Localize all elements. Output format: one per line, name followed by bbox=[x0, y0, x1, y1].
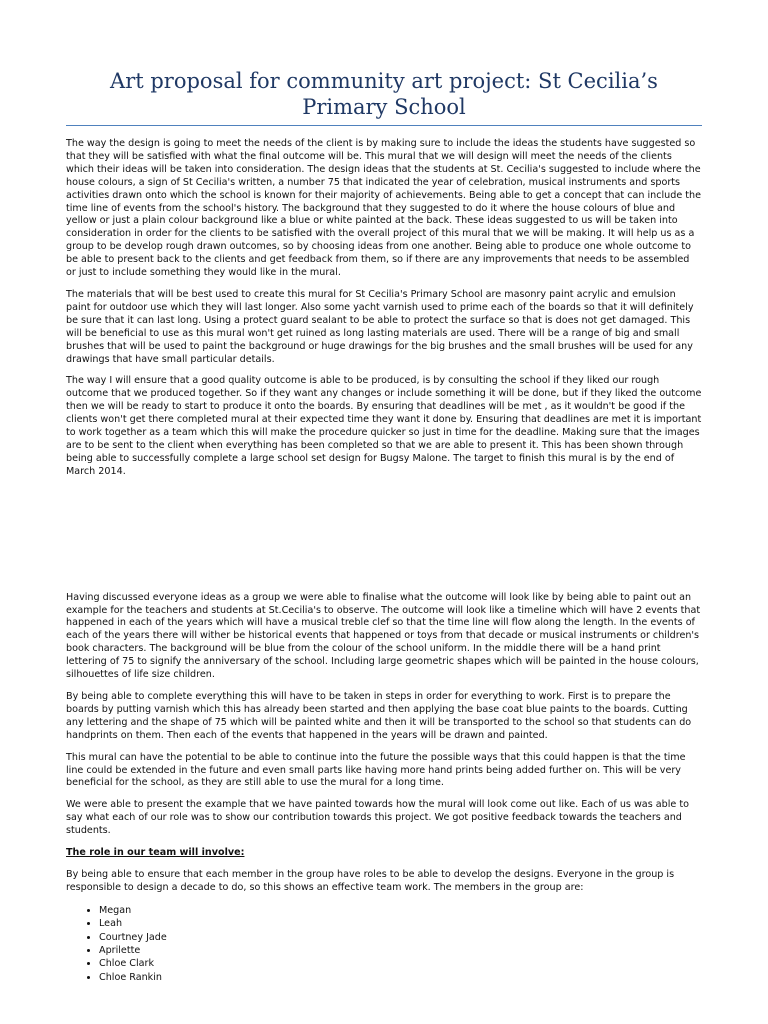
paragraph-presentation: We were able to present the example that we have painted towards how the mural will look come out like. Each of us was able to say what each of our role was to show our contribution towards this project. We got positive feedback towards the teachers and students. bbox=[66, 799, 689, 837]
paragraph-quality-outcome: The way I will ensure that a good quality outcome is able to be produced, is by consulting the school if they liked our rough outcome that we produced together. So if they want any changes or include something it will be done, but if they liked the outcome then we will be ready to start to produce it onto the boards. By ensuring that deadlines will be met , as it wouldn't be good if the clients won't get there completed mural at their expected time they want it done by. Ensuring that deadlines are met it is important to work together as a team which this will make the procedure quicker so just in time for the deadline. Making sure that the images are to be sent to the client when everything has been completed so that we are able to present it. This has been shown through being able to successfully complete a large school set design for Bugsy Malone. The target to finish this mural is by the end of March 2014. bbox=[66, 375, 702, 477]
list-item: • Chloe Clark bbox=[99, 957, 702, 970]
document-title: Art proposal for community art project: St Cecilia’s Primary School bbox=[110, 69, 658, 119]
list-item: • Aprilette bbox=[99, 944, 702, 957]
blank-space bbox=[66, 488, 702, 592]
document-body bbox=[66, 138, 702, 984]
list-item: • Leah bbox=[99, 917, 702, 930]
title-divider bbox=[66, 125, 702, 126]
paragraph-steps: By being able to complete everything this will have to be taken in steps in order for everything to work. First is to prepare the boards by putting varnish which this has already been started and then applying the base coat blue paints to the boards. Cutting any lettering and the shape of 75 which will be painted white and then it will be transported to the school so that students can do handprints on them. Then each of the events that happened in the years will be drawn and painted. bbox=[66, 691, 692, 741]
role-heading: The role in our team will involve: bbox=[66, 847, 245, 859]
members-list bbox=[66, 904, 702, 984]
paragraph-client-needs: The way the design is going to meet the needs of the client is by making sure to include the ideas the students have suggested so that they will be satisfied with what the final outcome will be. This mural that we will design will meet the needs of the clients which their ideas will be taken into consideration. The design ideas that the students at St. Cecilia's suggested to include where the house colours, a sign of St Cecilia's written, a number 75 that indicated the year of celebration, musical instruments and sports activities drawn onto which the school is known for their majority of achievements. Being able to get a concept that can include the time line of events from the school's history. The background that they suggested to do it where the house colours of blue and yellow or just a plain colour background like a blue or white painted at the back. These ideas suggested to us will be taken into consideration in order for the clients to be satisfied with the overall project of this mural that we will be making. It will help us as a group to be develop rough drawn outcomes, so by choosing ideas from one another. Being able to produce one whole outcome to be able to present back to the clients and get feedback from them, so if there are any improvements that needs to be assembled or just to include something they would like in the mural. bbox=[66, 138, 702, 279]
paragraph-materials: The materials that will be best used to create this mural for St Cecilia's Primary School are masonry paint acrylic and emulsion paint for outdoor use which they will last longer. Also some yacht varnish used to prime each of the boards so that it will definitely be sure that it can last long. Using a protect guard sealant to be able to protect the surface so that is does not get damaged. This will be beneficial to use as this mural won't get ruined as long lasting materials are used. There will be a range of big and small brushes that will be used to paint the background or huge drawings for the big brushes and the small brushes will be used for any drawings that have small particular details. bbox=[66, 288, 694, 365]
paragraph-roles: By being able to ensure that each member in the group have roles to be able to develop the designs. Everyone in the group is responsible to design a decade to do, so this shows an effective team work. The members in the group are: bbox=[66, 868, 675, 893]
list-item: • Chloe Rankin bbox=[99, 971, 702, 984]
paragraph-future: This mural can have the potential to be able to continue into the future the possible ways that this could happen is that the time line could be extended in the future and even small parts like having more hand prints being added further on. This will be very beneficial for the school, as they are still able to use the mural for a long time. bbox=[66, 751, 686, 789]
list-item: • Megan bbox=[99, 904, 702, 917]
paragraph-final-outcome: Having discussed everyone ideas as a group we were able to finalise what the outcome will look like by being able to paint out an example for the teachers and students at St.Cecilia's to observe. The outcome will look like a timeline which will have 2 events that happened in each of the years which will have a musical treble clef so that the time line will flow along the length. In the events of each of the years there will wither be historical events that happened or toys from that decade or musical instruments or children's book characters. The background will be blue from the colour of the school uniform. In the middle there will be a hand print lettering of 75 to signify the anniversary of the school. Including large geometric shapes which will be painted in the house colours, silhouettes of life size children. bbox=[66, 591, 701, 681]
list-item: • Courtney Jade bbox=[99, 931, 702, 944]
